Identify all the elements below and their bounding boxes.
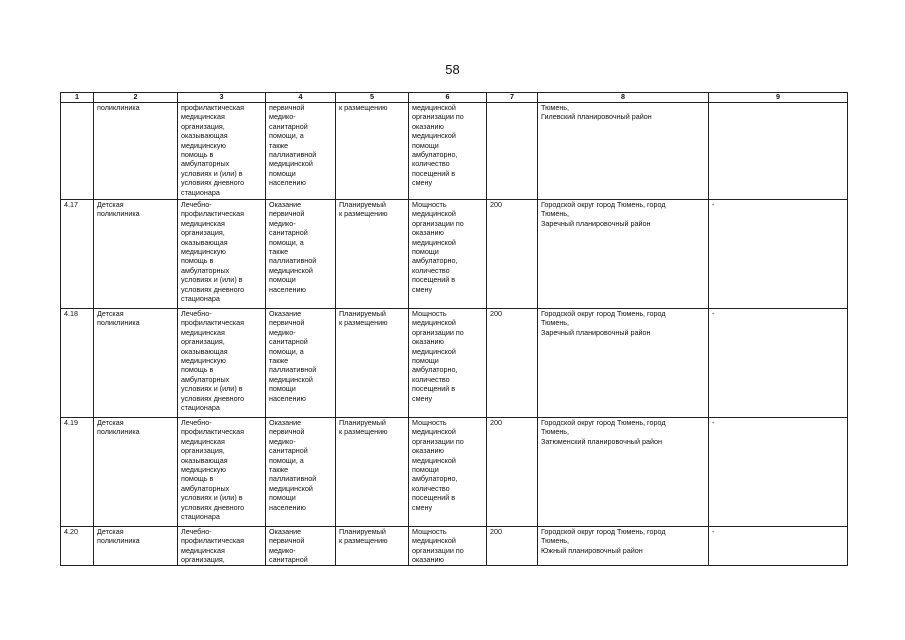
cell-value: 200	[487, 527, 538, 566]
planning-table	[60, 92, 848, 566]
cell-value	[487, 103, 538, 200]
cell-capacity: Мощность медицинской организации по оказанию медицинской помощи амбулаторно, количество посещений в смену	[409, 200, 487, 309]
cell-location: Городской округ город Тюмень, город Тюмень, Затюменский планировочный район	[538, 418, 709, 527]
cell-number: 4.17	[61, 200, 94, 309]
cell-note	[709, 103, 848, 200]
cell-note: -	[709, 527, 848, 566]
cell-purpose: Оказание первичной медико- санитарной помощи, а также паллиативной медицинской помощи населению	[266, 309, 336, 418]
column-header: 6	[409, 93, 487, 103]
table-row	[61, 418, 848, 527]
cell-purpose: Оказание первичной медико- санитарной	[266, 527, 336, 566]
cell-note: -	[709, 309, 848, 418]
cell-status: Планируемый к размещению	[336, 527, 409, 566]
cell-number	[61, 103, 94, 200]
cell-status: Планируемый к размещению	[336, 418, 409, 527]
cell-capacity: Мощность медицинской организации по оказанию медицинской помощи амбулаторно, количество посещений в смену	[409, 309, 487, 418]
cell-number: 4.19	[61, 418, 94, 527]
cell-number: 4.18	[61, 309, 94, 418]
cell-type: Лечебно- профилактическая медицинская организация, оказывающая медицинскую помощь в амбулаторных условиях и (или) в условиях дневного стационара	[178, 309, 266, 418]
cell-location: Городской округ город Тюмень, город Тюмень, Заречный планировочный район	[538, 200, 709, 309]
cell-location: Тюмень, Гилевский планировочный район	[538, 103, 709, 200]
column-header: 9	[709, 93, 848, 103]
cell-number: 4.20	[61, 527, 94, 566]
table-row	[61, 309, 848, 418]
cell-name: Детская поликлиника	[94, 309, 178, 418]
cell-location: Городской округ город Тюмень, город Тюмень, Южный планировочный район	[538, 527, 709, 566]
cell-name: Детская поликлиника	[94, 527, 178, 566]
cell-status: Планируемый к размещению	[336, 309, 409, 418]
cell-purpose: первичной медико- санитарной помощи, а также паллиативной медицинской помощи населению	[266, 103, 336, 200]
cell-capacity: Мощность медицинской организации по оказанию медицинской помощи амбулаторно, количество посещений в смену	[409, 418, 487, 527]
cell-purpose: Оказание первичной медико- санитарной помощи, а также паллиативной медицинской помощи населению	[266, 418, 336, 527]
column-header: 7	[487, 93, 538, 103]
cell-value: 200	[487, 200, 538, 309]
cell-location: Городской округ город Тюмень, город Тюмень, Заречный планировочный район	[538, 309, 709, 418]
table-row	[61, 527, 848, 566]
cell-name: Детская поликлиника	[94, 418, 178, 527]
cell-note: -	[709, 200, 848, 309]
column-header-row	[61, 93, 848, 103]
column-header: 1	[61, 93, 94, 103]
cell-name: поликлиника	[94, 103, 178, 200]
cell-value: 200	[487, 418, 538, 527]
page-number: 58	[445, 62, 460, 77]
table-row	[61, 200, 848, 309]
cell-name: Детская поликлиника	[94, 200, 178, 309]
column-header: 5	[336, 93, 409, 103]
cell-capacity: Мощность медицинской организации по оказанию	[409, 527, 487, 566]
cell-note: -	[709, 418, 848, 527]
cell-type: Лечебно- профилактическая медицинская организация, оказывающая медицинскую помощь в амбулаторных условиях и (или) в условиях дневного стационара	[178, 418, 266, 527]
column-header: 4	[266, 93, 336, 103]
column-header: 8	[538, 93, 709, 103]
table-row	[61, 103, 848, 200]
column-header: 2	[94, 93, 178, 103]
cell-type: Лечебно- профилактическая медицинская организация, оказывающая медицинскую помощь в амбулаторных условиях и (или) в условиях дневного стационара	[178, 200, 266, 309]
cell-capacity: медицинской организации по оказанию медицинской помощи амбулаторно, количество посещений в смену	[409, 103, 487, 200]
cell-value: 200	[487, 309, 538, 418]
cell-type: профилактическая медицинская организация, оказывающая медицинскую помощь в амбулаторных условиях и (или) в условиях дневного стационара	[178, 103, 266, 200]
cell-status: к размещению	[336, 103, 409, 200]
cell-type: Лечебно- профилактическая медицинская организация,	[178, 527, 266, 566]
cell-purpose: Оказание первичной медико- санитарной помощи, а также паллиативной медицинской помощи населению	[266, 200, 336, 309]
column-header: 3	[178, 93, 266, 103]
cell-status: Планируемый к размещению	[336, 200, 409, 309]
